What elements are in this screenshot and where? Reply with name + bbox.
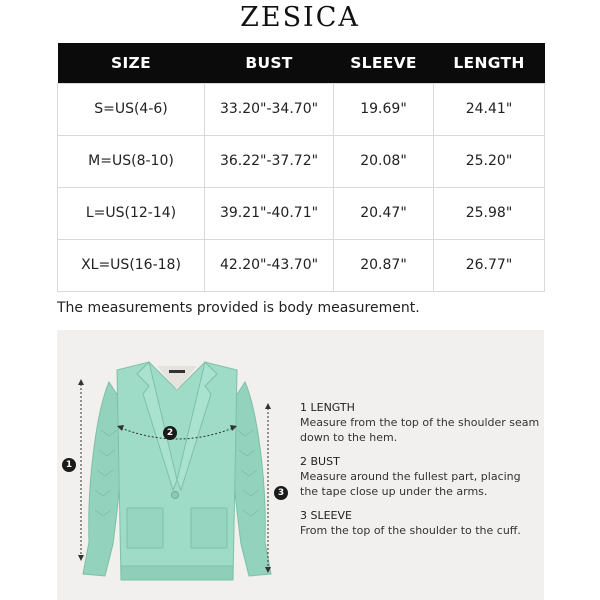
guide-title: 2 BUST — [300, 455, 340, 468]
table-row — [58, 187, 545, 239]
guide-item-length — [300, 400, 540, 445]
length-cell: 26.77" — [434, 239, 545, 291]
guide-title: 1 LENGTH — [300, 401, 355, 414]
sleeve-cell: 20.87" — [334, 239, 434, 291]
guide-description: From the top of the shoulder to the cuff. — [300, 524, 521, 537]
length-cell: 25.20" — [434, 135, 545, 187]
sleeve-arrow-top — [265, 403, 271, 409]
sleeve-cell: 20.47" — [334, 187, 434, 239]
ribbed-hem — [121, 566, 233, 580]
guide-item-sleeve — [300, 508, 540, 538]
marker-length: 1 — [62, 458, 76, 472]
length-cell: 25.98" — [434, 187, 545, 239]
marker-bust: 2 — [163, 426, 177, 440]
length-cell: 24.41" — [434, 83, 545, 135]
guide-description: Measure from the top of the shoulder seam down to the hem. — [300, 416, 540, 444]
length-arrow-bottom — [78, 555, 84, 561]
marker-sleeve: 3 — [274, 486, 288, 500]
guide-title: 3 SLEEVE — [300, 509, 352, 522]
length-arrow-top — [78, 379, 84, 385]
size-cell: L=US(12-14) — [58, 187, 205, 239]
sleeve-cell: 20.08" — [334, 135, 434, 187]
table-row — [58, 239, 545, 291]
cardigan-illustration — [57, 330, 297, 600]
measurement-diagram-panel — [57, 330, 544, 600]
column-header-sleeve: SLEEVE — [334, 43, 434, 83]
right-pocket — [191, 508, 227, 548]
column-header-size: SIZE — [58, 43, 205, 83]
size-cell: M=US(8-10) — [58, 135, 205, 187]
button — [172, 492, 179, 499]
column-header-length: LENGTH — [434, 43, 545, 83]
size-cell: S=US(4-6) — [58, 83, 205, 135]
measurement-guide — [300, 400, 540, 547]
column-header-bust: BUST — [205, 43, 334, 83]
size-chart-table — [57, 43, 545, 292]
bust-cell: 39.21"-40.71" — [205, 187, 334, 239]
table-row — [58, 135, 545, 187]
brand-logo: ZESICA — [240, 2, 360, 33]
collar-label — [169, 370, 185, 373]
sleeve-cell: 19.69" — [334, 83, 434, 135]
bust-cell: 42.20"-43.70" — [205, 239, 334, 291]
measurement-note: The measurements provided is body measurement. — [57, 300, 420, 316]
bust-cell: 33.20"-34.70" — [205, 83, 334, 135]
size-cell: XL=US(16-18) — [58, 239, 205, 291]
guide-description: Measure around the fullest part, placing the tape close up under the arms. — [300, 470, 521, 498]
bust-cell: 36.22"-37.72" — [205, 135, 334, 187]
table-header-row — [58, 43, 545, 83]
table-row — [58, 83, 545, 135]
left-pocket — [127, 508, 163, 548]
guide-item-bust — [300, 454, 540, 499]
